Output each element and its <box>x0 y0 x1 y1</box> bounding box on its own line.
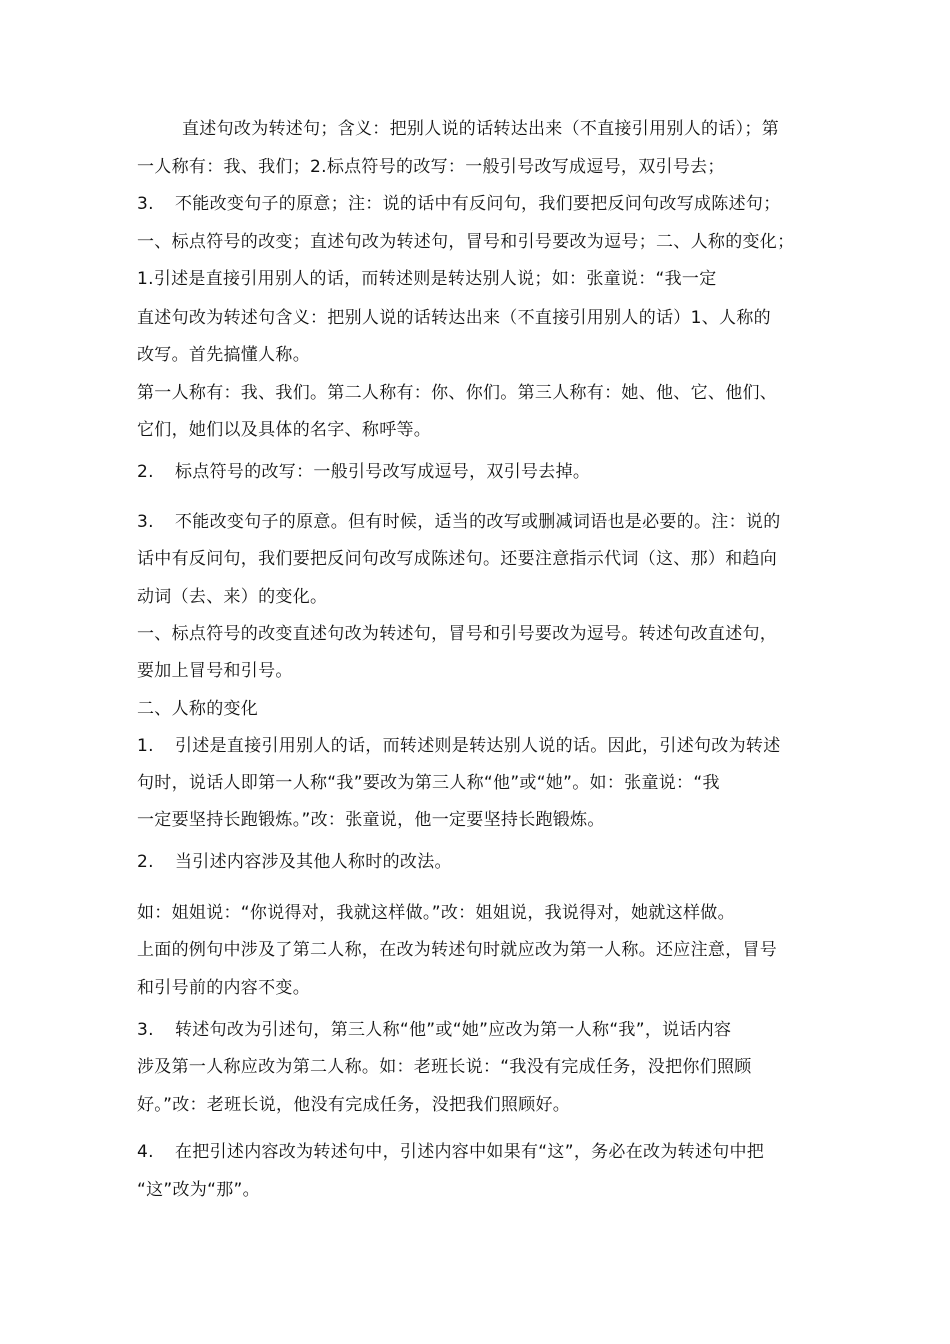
list-number: 3. <box>137 512 154 532</box>
text-line <box>137 1093 570 1117</box>
text-line <box>137 155 725 179</box>
line-text: 句时，说话人即第一人称“我”要改为第三人称“他”或“她”。如：张童说：“我 <box>137 773 720 793</box>
text-line <box>137 901 735 925</box>
text-line <box>137 343 310 367</box>
line-text: 要加上冒号和引号。 <box>137 661 293 681</box>
line-text: 转述句改为引述句，第三人称“他”或“她”应改为第一人称“我”，说话内容 <box>175 1020 732 1040</box>
text-line <box>137 510 781 534</box>
text-line <box>182 117 779 141</box>
text-line <box>137 1055 752 1079</box>
text-line <box>137 1178 260 1202</box>
text-line <box>137 734 781 758</box>
line-text: 一人称有：我、我们；2.标点符号的改写：一般引号改写成逗号，双引号去； <box>137 157 725 177</box>
line-text: 一定要坚持长跑锻炼。”改：张童说，他一定要坚持长跑锻炼。 <box>137 810 605 830</box>
text-line <box>137 230 794 254</box>
text-line <box>137 381 777 405</box>
line-text: 一、标点符号的改变；直述句改为转述句，冒号和引号要改为逗号；二、人称的变化； <box>137 232 795 252</box>
text-line <box>137 976 310 1000</box>
text-line <box>137 938 777 962</box>
line-text: 改写。首先搞懂人称。 <box>137 345 310 365</box>
text-line <box>137 1140 764 1164</box>
text-line <box>137 697 258 721</box>
text-line <box>137 192 781 216</box>
line-text: 1.引述是直接引用别人的话，而转述则是转达别人说；如：张童说：“我一定 <box>137 269 717 289</box>
text-line <box>137 850 452 874</box>
text-line <box>137 808 605 832</box>
line-text: 引述是直接引用别人的话，而转述则是转达别人说的话。因此，引述句改为转述 <box>175 736 781 756</box>
list-number: 1. <box>137 736 154 756</box>
line-text: 它们，她们以及具体的名字、称呼等。 <box>137 420 432 440</box>
text-line <box>137 267 717 291</box>
line-text: 第一人称有：我、我们。第二人称有：你、你们。第三人称有：她、他、它、他们、 <box>137 383 778 403</box>
list-number: 2. <box>137 852 154 872</box>
text-line <box>137 418 431 442</box>
line-text: 涉及第一人称应改为第二人称。如：老班长说：“我没有完成任务，没把你们照顾 <box>137 1057 752 1077</box>
text-line <box>137 771 720 795</box>
line-text: 好。”改：老班长说，他没有完成任务，没把我们照顾好。 <box>137 1095 571 1115</box>
text-line <box>137 306 771 330</box>
text-line <box>137 585 327 609</box>
line-text: 如：姐姐说：“你说得对，我就这样做。”改：姐姐说，我说得对，她就这样做。 <box>137 903 735 923</box>
list-number: 3. <box>137 1020 154 1040</box>
line-text: 直述句改为转述句含义：把别人说的话转达出来（不直接引用别人的话）1、人称的 <box>137 308 771 328</box>
line-text: 直述句改为转述句；含义：把别人说的话转达出来（不直接引用别人的话）；第 <box>182 119 779 139</box>
list-number: 4. <box>137 1142 154 1162</box>
list-number: 2. <box>137 462 154 482</box>
line-text: 话中有反问句，我们要把反问句改写成陈述句。还要注意指示代词（这、那）和趋向 <box>137 549 778 569</box>
line-text: 不能改变句子的原意；注：说的话中有反问句，我们要把反问句改写成陈述句； <box>175 194 781 214</box>
line-text: 不能改变句子的原意。但有时候，适当的改写或删减词语也是必要的。注：说的 <box>175 512 781 532</box>
line-text: 在把引述内容改为转述句中，引述内容中如果有“这”，务必在改为转述句中把 <box>175 1142 765 1162</box>
text-line <box>137 622 777 646</box>
text-line <box>137 1018 731 1042</box>
line-text: 标点符号的改写：一般引号改写成逗号，双引号去掉。 <box>175 462 591 482</box>
line-text: 一、标点符号的改变直述句改为转述句，冒号和引号要改为逗号。转述句改直述句， <box>137 624 778 644</box>
line-text: 动词（去、来）的变化。 <box>137 587 328 607</box>
line-text: 二、人称的变化 <box>137 699 259 719</box>
text-line <box>137 460 590 484</box>
text-line <box>137 659 293 683</box>
text-line <box>137 547 777 571</box>
list-number: 3. <box>137 194 154 214</box>
line-text: 上面的例句中涉及了第二人称，在改为转述句时就应改为第一人称。还应注意，冒号 <box>137 940 778 960</box>
line-text: “这”改为“那”。 <box>137 1180 260 1200</box>
line-text: 和引号前的内容不变。 <box>137 978 310 998</box>
line-text: 当引述内容涉及其他人称时的改法。 <box>175 852 452 872</box>
